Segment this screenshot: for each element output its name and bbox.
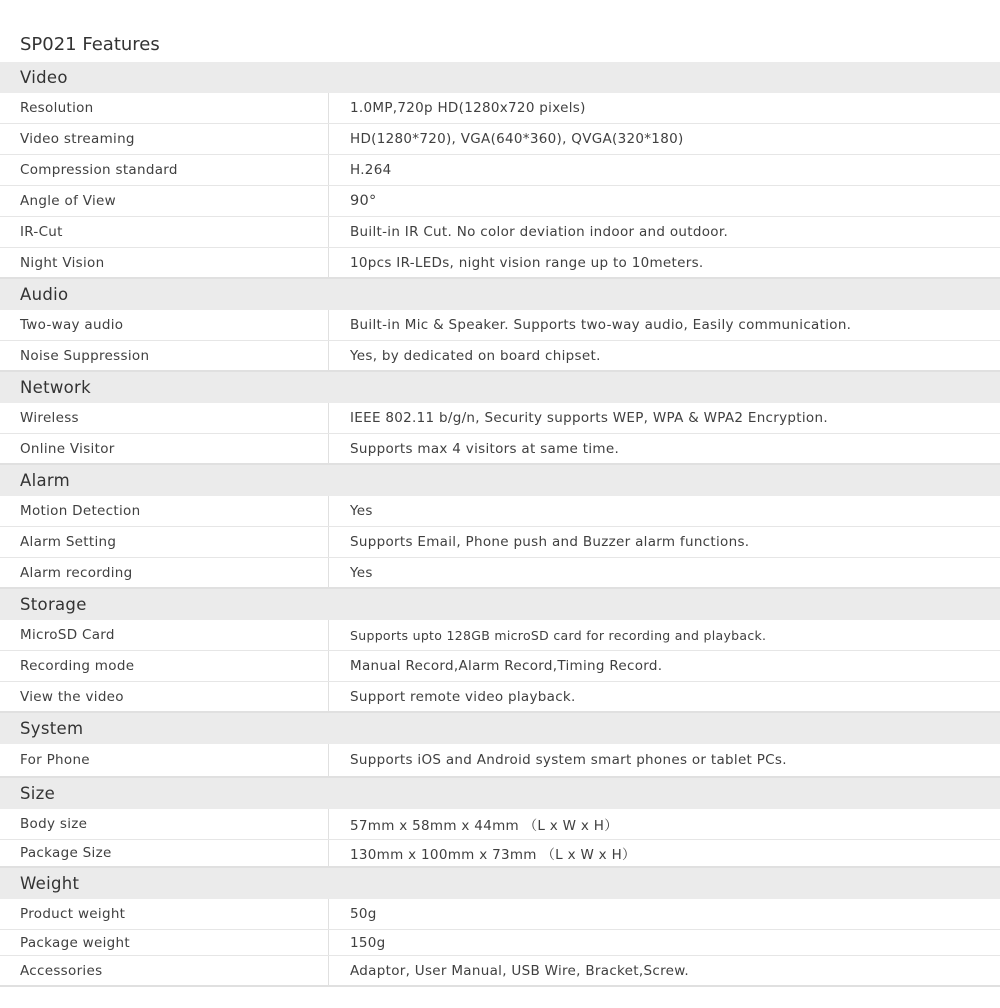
section-header-weight: Weight	[0, 868, 1000, 899]
row-value: Built-in IR Cut. No color deviation indoor and outdoor.	[350, 224, 729, 240]
row-label: Noise Suppression	[0, 341, 329, 370]
section-header-alarm: Alarm	[0, 465, 1000, 496]
row-value: 150g	[350, 934, 386, 951]
row-label: Recording mode	[0, 651, 329, 681]
row-label: View the video	[0, 682, 329, 711]
row-value: Supports Email, Phone push and Buzzer alarm functions.	[350, 534, 750, 550]
table-row	[0, 310, 1000, 341]
row-label: Alarm Setting	[0, 527, 329, 557]
row-label: For Phone	[0, 744, 329, 776]
row-label: Body size	[0, 809, 329, 839]
row-label: Night Vision	[0, 248, 329, 277]
row-value: Supports upto 128GB microSD card for recording and playback.	[350, 627, 767, 643]
row-label: Package weight	[0, 930, 329, 955]
row-value: Support remote video playback.	[350, 688, 576, 705]
row-value: Manual Record,Alarm Record,Timing Record.	[350, 658, 663, 674]
row-label: IR-Cut	[0, 217, 329, 247]
table-row	[0, 403, 1000, 434]
section-header-video: Video	[0, 62, 1000, 93]
row-label: Package Size	[0, 840, 329, 866]
row-label: Resolution	[0, 93, 329, 123]
row-value: Yes	[350, 564, 373, 581]
table-row	[0, 496, 1000, 527]
row-value: IEEE 802.11 b/g/n, Security supports WEP, WPA & WPA2 Encryption.	[350, 410, 828, 426]
row-label: Video streaming	[0, 124, 329, 154]
row-value: Supports iOS and Android system smart phones or tablet PCs.	[350, 752, 787, 768]
row-value: HD(1280*720), VGA(640*360), QVGA(320*180)	[350, 131, 684, 147]
table-row	[0, 93, 1000, 124]
table-row	[0, 651, 1000, 682]
row-label: Accessories	[0, 956, 329, 985]
section-header-size: Size	[0, 778, 1000, 809]
section-header-storage: Storage	[0, 589, 1000, 620]
table-row	[0, 558, 1000, 589]
row-label: Compression standard	[0, 155, 329, 185]
row-label: Online Visitor	[0, 434, 329, 463]
table-row	[0, 744, 1000, 778]
table-row	[0, 434, 1000, 465]
table-row	[0, 956, 1000, 987]
table-row	[0, 840, 1000, 868]
table-row	[0, 217, 1000, 248]
row-label: Alarm recording	[0, 558, 329, 587]
row-label: Two-way audio	[0, 310, 329, 340]
table-row	[0, 124, 1000, 155]
row-label: Motion Detection	[0, 496, 329, 526]
row-label: Product weight	[0, 899, 329, 929]
row-value: Yes, by dedicated on board chipset.	[350, 347, 601, 364]
table-row	[0, 809, 1000, 840]
row-value: 10pcs IR-LEDs, night vision range up to 10meters.	[350, 254, 704, 271]
row-value: Adaptor, User Manual, USB Wire, Bracket,Screw.	[350, 962, 689, 979]
section-header-network: Network	[0, 372, 1000, 403]
row-label: MicroSD Card	[0, 620, 329, 650]
table-row	[0, 899, 1000, 930]
table-row	[0, 341, 1000, 372]
table-row	[0, 527, 1000, 558]
table-row	[0, 930, 1000, 956]
row-value: Yes	[350, 503, 373, 519]
table-row	[0, 620, 1000, 651]
row-value: 90°	[350, 193, 377, 209]
section-header-audio: Audio	[0, 279, 1000, 310]
row-value: 57mm x 58mm x 44mm （L x W x H）	[350, 818, 619, 834]
row-value: 1.0MP,720p HD(1280x720 pixels)	[350, 100, 586, 116]
row-value: 50g	[350, 906, 377, 922]
section-header-system: System	[0, 713, 1000, 744]
table-row	[0, 186, 1000, 217]
table-row	[0, 248, 1000, 279]
table-row	[0, 155, 1000, 186]
row-value: 130mm x 100mm x 73mm （L x W x H）	[350, 847, 636, 863]
spec-table	[0, 62, 1000, 987]
row-label: Wireless	[0, 403, 329, 433]
row-value: Supports max 4 visitors at same time.	[350, 440, 620, 457]
table-row	[0, 682, 1000, 713]
page-title: SP021 Features	[20, 34, 160, 55]
row-label: Angle of View	[0, 186, 329, 216]
row-value: H.264	[350, 162, 392, 178]
row-value: Built-in Mic & Speaker. Supports two-way audio, Easily communication.	[350, 317, 852, 333]
